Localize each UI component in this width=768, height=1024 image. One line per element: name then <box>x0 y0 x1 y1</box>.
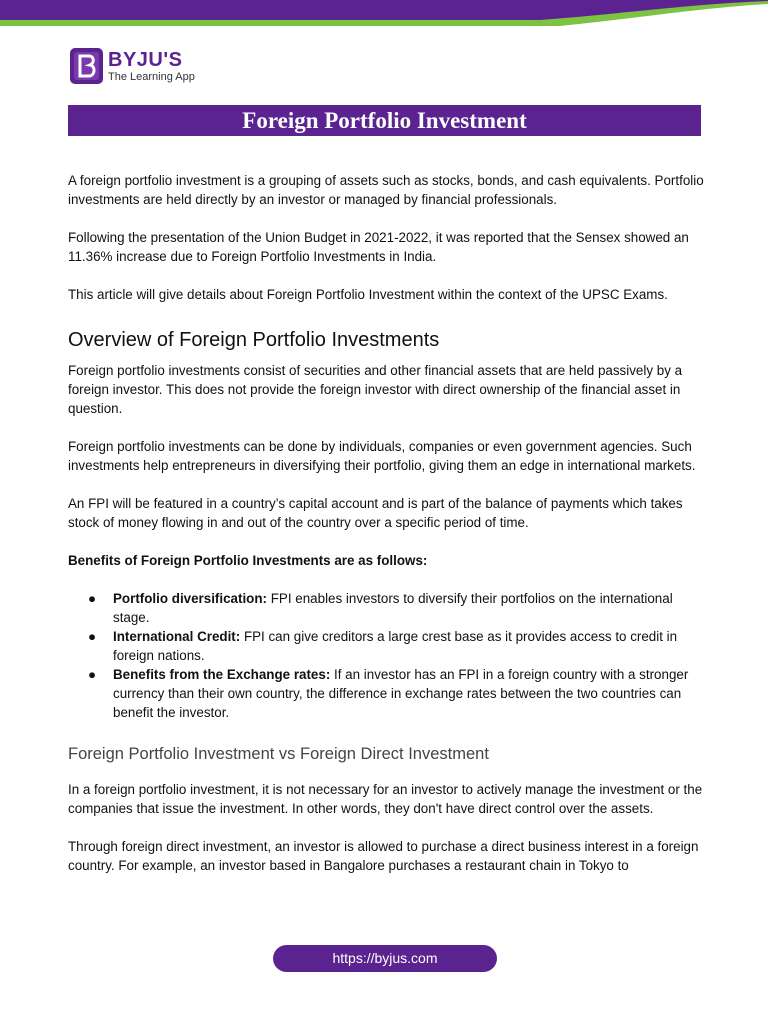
byjus-logo-icon <box>69 47 104 85</box>
benefit-text: FPI can give creditors a large crest base as it provides access to credit in foreign nations. <box>113 629 678 663</box>
document-body <box>68 171 704 894</box>
bullet-icon: ● <box>88 667 97 682</box>
brand-name: BYJU'S <box>108 48 183 71</box>
list-item <box>68 627 704 665</box>
overview-paragraph: An FPI will be featured in a country’s capital account and is part of the balance of payments which takes stock of money flowing in and out of the country over a specific period of time. <box>68 496 683 530</box>
benefit-term: Portfolio diversification: <box>113 591 268 606</box>
benefit-term: Benefits from the Exchange rates: <box>113 667 331 682</box>
intro-paragraph: A foreign portfolio investment is a grouping of assets such as stocks, bonds, and cash equivalents. Portfolio investments are held directly by an investor or managed by financial professionals. <box>68 173 704 207</box>
benefits-list <box>68 589 704 722</box>
comparison-heading: Foreign Portfolio Investment vs Foreign Direct Investment <box>68 745 489 763</box>
benefits-heading: Benefits of Foreign Portfolio Investments are as follows: <box>68 553 428 568</box>
overview-paragraph: Foreign portfolio investments can be done by individuals, companies or even government agencies. Such investments help entrepreneurs in diversifying their portfolio, giving them an edge in international markets. <box>68 439 696 473</box>
comparison-paragraph: Through foreign direct investment, an investor is allowed to purchase a direct business interest in a foreign country. For example, an investor based in Bangalore purchases a restaurant chain in Tokyo to <box>68 839 699 873</box>
benefit-term: International Credit: <box>113 629 241 644</box>
benefit-text: FPI enables investors to diversify their portfolios on the international stage. <box>113 591 673 625</box>
list-item <box>68 665 704 722</box>
byjus-logo[interactable] <box>69 47 195 85</box>
bullet-icon: ● <box>88 591 97 606</box>
top-decorative-banner <box>0 0 768 30</box>
comparison-paragraph: In a foreign portfolio investment, it is not necessary for an investor to actively manage the investment or the companies that issue the investment. In other words, they don't have direct control over the assets. <box>68 782 703 816</box>
footer-url-link[interactable]: https://byjus.com <box>273 945 497 972</box>
intro-paragraph: This article will give details about Foreign Portfolio Investment within the context of the UPSC Exams. <box>68 287 668 302</box>
page-title: Foreign Portfolio Investment <box>68 105 701 136</box>
overview-paragraph: Foreign portfolio investments consist of securities and other financial assets that are held passively by a foreign investor. This does not provide the foreign investor with direct ownership of the financial asset in question. <box>68 363 683 416</box>
overview-heading: Overview of Foreign Portfolio Investments <box>68 329 440 351</box>
list-item <box>68 589 704 627</box>
bullet-icon: ● <box>88 629 97 644</box>
intro-paragraph: Following the presentation of the Union Budget in 2021-2022, it was reported that the Sensex showed an 11.36% increase due to Foreign Portfolio Investments in India. <box>68 230 689 264</box>
benefit-text: If an investor has an FPI in a foreign country with a stronger currency than their own country, the difference in exchange rates between the two countries can benefit the investor. <box>113 667 689 720</box>
brand-tagline: The Learning App <box>108 70 195 83</box>
